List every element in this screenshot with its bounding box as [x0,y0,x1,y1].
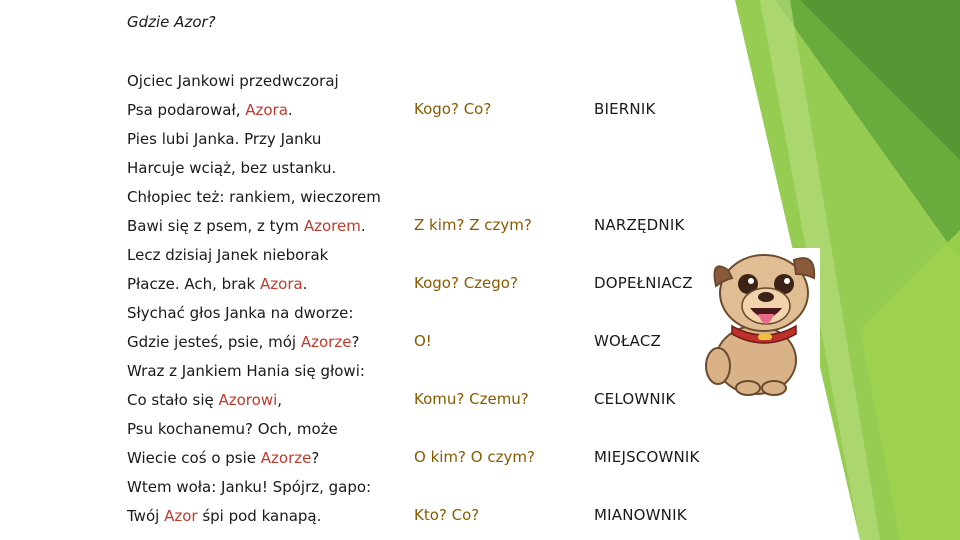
poem-line [127,332,359,352]
poem-line-text: Chłopiec też: rankiem, wieczorem [127,188,381,206]
poem-line [127,100,293,120]
case-name: NARZĘDNIK [594,216,685,234]
case-name: BIERNIK [594,100,656,118]
poem-line [127,448,319,468]
poem-line-tail: ? [351,333,360,351]
highlighted-word: Azorem [303,217,361,235]
highlighted-word: Azorze [300,333,352,351]
poem-line [127,303,353,323]
poem-line-tail: . [302,275,308,293]
poem-line-tail: , [277,391,283,409]
highlighted-word: Azor [164,507,198,525]
poem-line-text: Ojciec Jankowi przedwczoraj [127,72,339,90]
highlighted-word: Azorowi [218,391,278,409]
poem-line [127,390,282,410]
case-name: CELOWNIK [594,390,676,408]
poem-line-text: Gdzie jesteś, psie, mój [127,333,301,351]
poem-line [127,361,365,381]
poem-line-text: Płacze. Ach, brak [127,275,261,293]
poem-line-tail: śpi pod kanapą. [197,507,322,525]
poem-line [127,187,381,207]
poem-line-text: Wraz z Jankiem Hania się głowi: [127,362,365,380]
highlighted-word: Azora [245,101,288,119]
poem-line [127,158,336,178]
poem-line [127,216,366,236]
poem-line-text: Wiecie coś o psie [127,449,261,467]
poem-line [127,477,371,497]
poem-line-text: Bawi się z psem, z tym [127,217,304,235]
poem-line [127,274,307,294]
highlighted-word: Azora [260,275,303,293]
case-question: Z kim? Z czym? [414,216,532,234]
poem-line [127,129,321,149]
poem-line-text: Psu kochanemu? Och, może [127,420,338,438]
poem-line-tail: . [360,217,366,235]
case-name: WOŁACZ [594,332,662,350]
poem-title: Gdzie Azor? [127,13,216,31]
poem-line [127,419,338,439]
case-name: MIEJSCOWNIK [594,448,700,466]
poem-line-text: Słychać głos Janka na dworze: [127,304,354,322]
case-question: Kogo? Co? [414,100,492,118]
poem-line [127,245,328,265]
highlighted-word: Azorze [260,449,312,467]
poem-line-text: Co stało się [127,391,219,409]
poem-line-text: Lecz dzisiaj Janek nieborak [127,246,329,264]
case-question: O! [414,332,432,350]
poem-line [127,506,321,526]
poem-line-text: Harcuje wciąż, bez ustanku. [127,159,337,177]
poem-line [127,71,339,91]
poem-line-text: Wtem woła: Janku! Spójrz, gapo: [127,478,372,496]
case-name: MIANOWNIK [594,506,687,524]
poem-line-text: Twój [127,507,165,525]
dog-illustration [698,248,820,398]
poem-line-text: Pies lubi Janka. Przy Janku [127,130,322,148]
poem-line-tail: . [287,101,293,119]
case-name: DOPEŁNIACZ [594,274,693,292]
case-question: Kogo? Czego? [414,274,518,292]
case-question: Komu? Czemu? [414,390,529,408]
case-question: Kto? Co? [414,506,480,524]
poem-line-text: Psa podarował, [127,101,246,119]
case-question: O kim? O czym? [414,448,535,466]
poem-line-tail: ? [311,449,320,467]
